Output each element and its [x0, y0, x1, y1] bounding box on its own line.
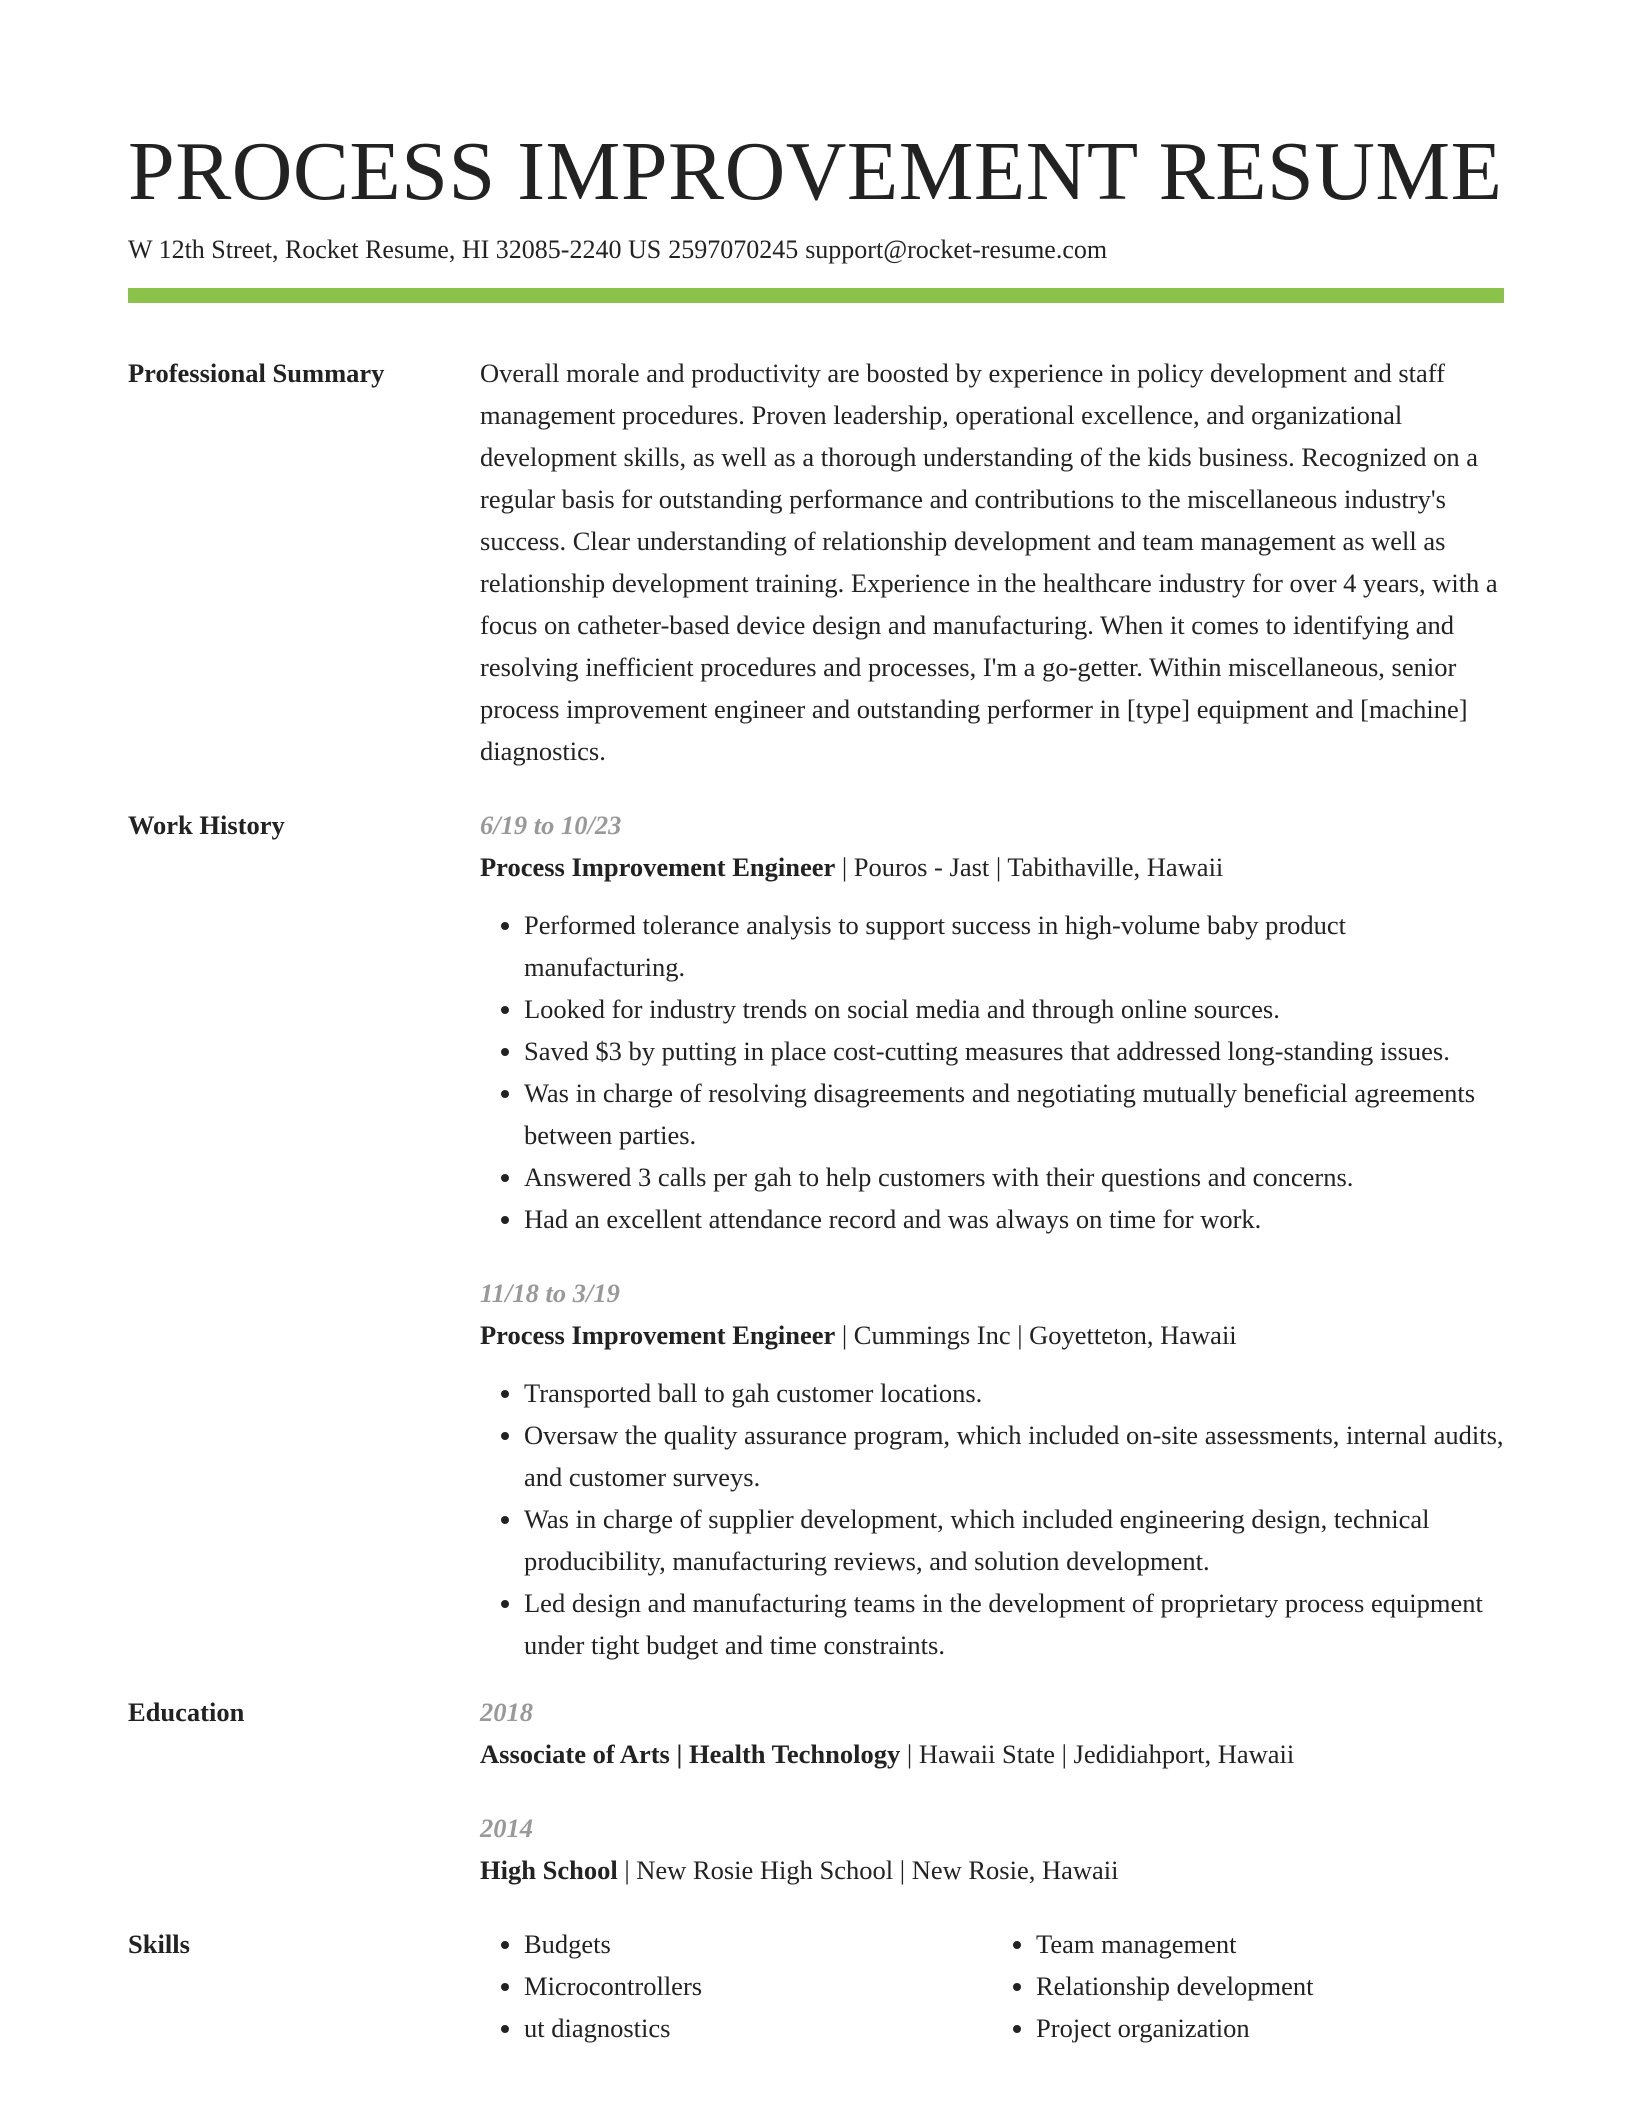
skill-item: • ut diagnostics	[524, 2007, 992, 2049]
summary-section	[128, 352, 1504, 772]
job-bullets	[480, 1372, 1504, 1666]
resume-title: PROCESS IMPROVEMENT RESUME	[128, 125, 1503, 218]
contact-line	[128, 232, 1504, 268]
education-details: | New Rosie High School | New Rosie, Hawaii	[617, 1855, 1119, 1885]
skill-item: • Team management	[1036, 1923, 1504, 1965]
education-degree: Associate of Arts | Health Technology	[480, 1739, 901, 1769]
job-title: Process Improvement Engineer	[480, 1320, 836, 1350]
education-details: | Hawaii State | Jedidiahport, Hawaii	[900, 1739, 1295, 1769]
job-dates: 11/18 to 3/19	[480, 1278, 620, 1308]
education-degree: High School	[480, 1855, 618, 1885]
job-bullet: • Was in charge of supplier development, which included engineering design, technical producibility, manufacturing reviews, and solution development.	[524, 1498, 1504, 1582]
work-history-list	[480, 804, 1504, 1666]
resume-page	[128, 0, 1504, 2049]
job-bullet: • Saved $3 by putting in place cost-cutting measures that addressed long-standing issues.	[524, 1030, 1504, 1072]
skills-column-left	[480, 1923, 992, 2049]
accent-divider	[128, 288, 1504, 303]
job-bullet: • Had an excellent attendance record and was always on time for work.	[524, 1198, 1504, 1240]
contact-address: W 12th Street, Rocket Resume, HI 32085-2240 US	[128, 235, 662, 264]
job-dates: 6/19 to 10/23	[480, 810, 622, 840]
job-bullet: • Was in charge of resolving disagreements and negotiating mutually beneficial agreements between parties.	[524, 1072, 1504, 1156]
education-degree-line	[480, 1849, 1504, 1891]
education-section	[128, 1691, 1504, 1891]
work-history-section	[128, 804, 1504, 1666]
contact-email[interactable]: support@rocket-resume.com	[805, 235, 1108, 264]
skill-item: • Project organization	[1036, 2007, 1504, 2049]
education-list	[480, 1691, 1504, 1891]
skills-columns	[480, 1923, 1504, 2049]
job-bullets	[480, 904, 1504, 1240]
job-entry	[480, 1272, 1504, 1666]
job-entry	[480, 804, 1504, 1240]
education-entry	[480, 1691, 1504, 1775]
section-heading: Professional Summary	[128, 358, 385, 388]
job-bullet: • Led design and manufacturing teams in the development of proprietary process equipment under tight budget and time constraints.	[524, 1582, 1504, 1666]
summary-text: Overall morale and productivity are boosted by experience in policy development and staff management procedures. Proven leadership, operational excellence, and organizational development skills, as well as a thorough understanding of the kids business. Recognized on a regular basis for outstanding performance and contributions to the miscellaneous industry's success. Clear understanding of relationship development and team management as well as relationship development training. Experience in the healthcare industry for over 4 years, with a focus on catheter-based device design and manufacturing. When it comes to identifying and resolving inefficient procedures and processes, I'm a go-getter. Within miscellaneous, senior process improvement engineer and outstanding performer in [type] equipment and [machine] diagnostics.	[480, 358, 1498, 766]
education-degree-line	[480, 1733, 1504, 1775]
skills-column-right	[992, 1923, 1504, 2049]
section-heading: Education	[128, 1697, 245, 1727]
education-entry	[480, 1807, 1504, 1891]
section-heading: Work History	[128, 810, 285, 840]
job-role	[480, 1314, 1504, 1356]
education-year: 2014	[480, 1813, 533, 1843]
skill-item: • Relationship development	[1036, 1965, 1504, 2007]
job-bullet: • Performed tolerance analysis to support success in high-volume baby product manufacturing.	[524, 904, 1504, 988]
skills-section	[128, 1923, 1504, 2049]
job-details: | Cummings Inc | Goyetteton, Hawaii	[835, 1320, 1237, 1350]
job-role	[480, 846, 1504, 888]
skill-item: • Microcontrollers	[524, 1965, 992, 2007]
job-title: Process Improvement Engineer	[480, 852, 836, 882]
skill-item: • Budgets	[524, 1923, 992, 1965]
job-bullet: • Looked for industry trends on social media and through online sources.	[524, 988, 1504, 1030]
job-details: | Pouros - Jast | Tabithaville, Hawaii	[835, 852, 1224, 882]
job-bullet: • Transported ball to gah customer locations.	[524, 1372, 1504, 1414]
job-bullet: • Oversaw the quality assurance program, which included on-site assessments, internal audits, and customer surveys.	[524, 1414, 1504, 1498]
contact-phone: 2597070245	[668, 235, 799, 264]
section-heading: Skills	[128, 1929, 190, 1959]
job-bullet: • Answered 3 calls per gah to help customers with their questions and concerns.	[524, 1156, 1504, 1198]
education-year: 2018	[480, 1697, 533, 1727]
